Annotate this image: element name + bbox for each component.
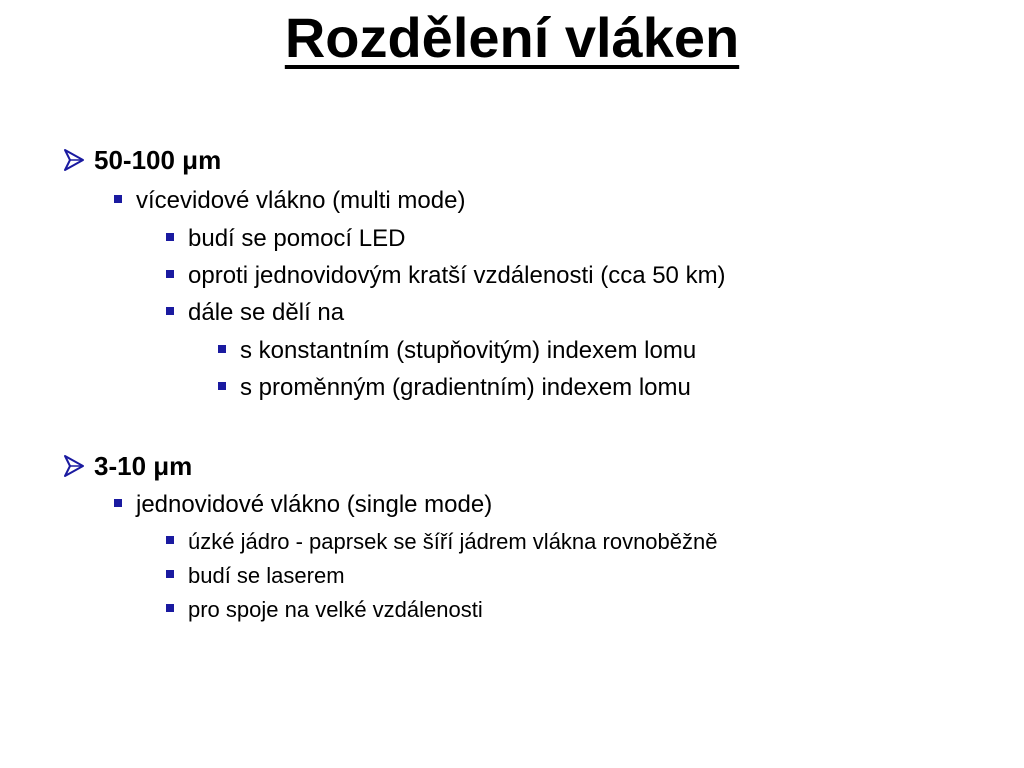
list-item	[166, 561, 345, 591]
list-item	[114, 186, 465, 216]
list-item-text: budí se pomocí LED	[188, 225, 406, 252]
square-bullet-icon	[114, 499, 122, 507]
list-item	[114, 490, 492, 520]
list-item-text: pro spoje na velké vzdálenosti	[188, 597, 483, 622]
square-bullet-icon	[166, 570, 174, 578]
list-item	[218, 336, 696, 366]
list-item	[166, 595, 483, 625]
square-bullet-icon	[166, 233, 174, 241]
square-bullet-icon	[166, 307, 174, 315]
list-item	[218, 373, 691, 403]
list-item-text: dále se dělí na	[188, 299, 345, 326]
arrowhead-bullet-icon	[62, 454, 86, 478]
list-item-text: jednovidové vlákno (single mode)	[136, 491, 493, 518]
section-heading-1	[62, 144, 221, 176]
list-item-text: s proměnným (gradientním) indexem lomu	[240, 374, 691, 401]
slide-title-text: Rozdělení vláken	[284, 6, 740, 69]
square-bullet-icon	[166, 604, 174, 612]
section-heading-text: 3-10 μm	[94, 451, 193, 481]
square-bullet-icon	[218, 382, 226, 390]
section-heading-2	[62, 450, 192, 482]
list-item	[166, 298, 344, 328]
list-item	[166, 261, 726, 291]
list-item-text: úzké jádro - paprsek se šíří jádrem vlákna rovnoběžně	[188, 529, 718, 554]
square-bullet-icon	[114, 195, 122, 203]
list-item	[166, 527, 717, 557]
section-heading-text: 50-100 μm	[94, 145, 222, 175]
list-item	[166, 224, 405, 254]
slide-title	[0, 2, 1024, 74]
square-bullet-icon	[218, 345, 226, 353]
list-item-text: budí se laserem	[188, 563, 345, 588]
square-bullet-icon	[166, 270, 174, 278]
list-item-text: oproti jednovidovým kratší vzdálenosti (cca 50 km)	[188, 262, 726, 289]
arrowhead-bullet-icon	[62, 148, 86, 172]
list-item-text: vícevidové vlákno (multi mode)	[136, 187, 466, 214]
list-item-text: s konstantním (stupňovitým) indexem lomu	[240, 337, 697, 364]
square-bullet-icon	[166, 536, 174, 544]
